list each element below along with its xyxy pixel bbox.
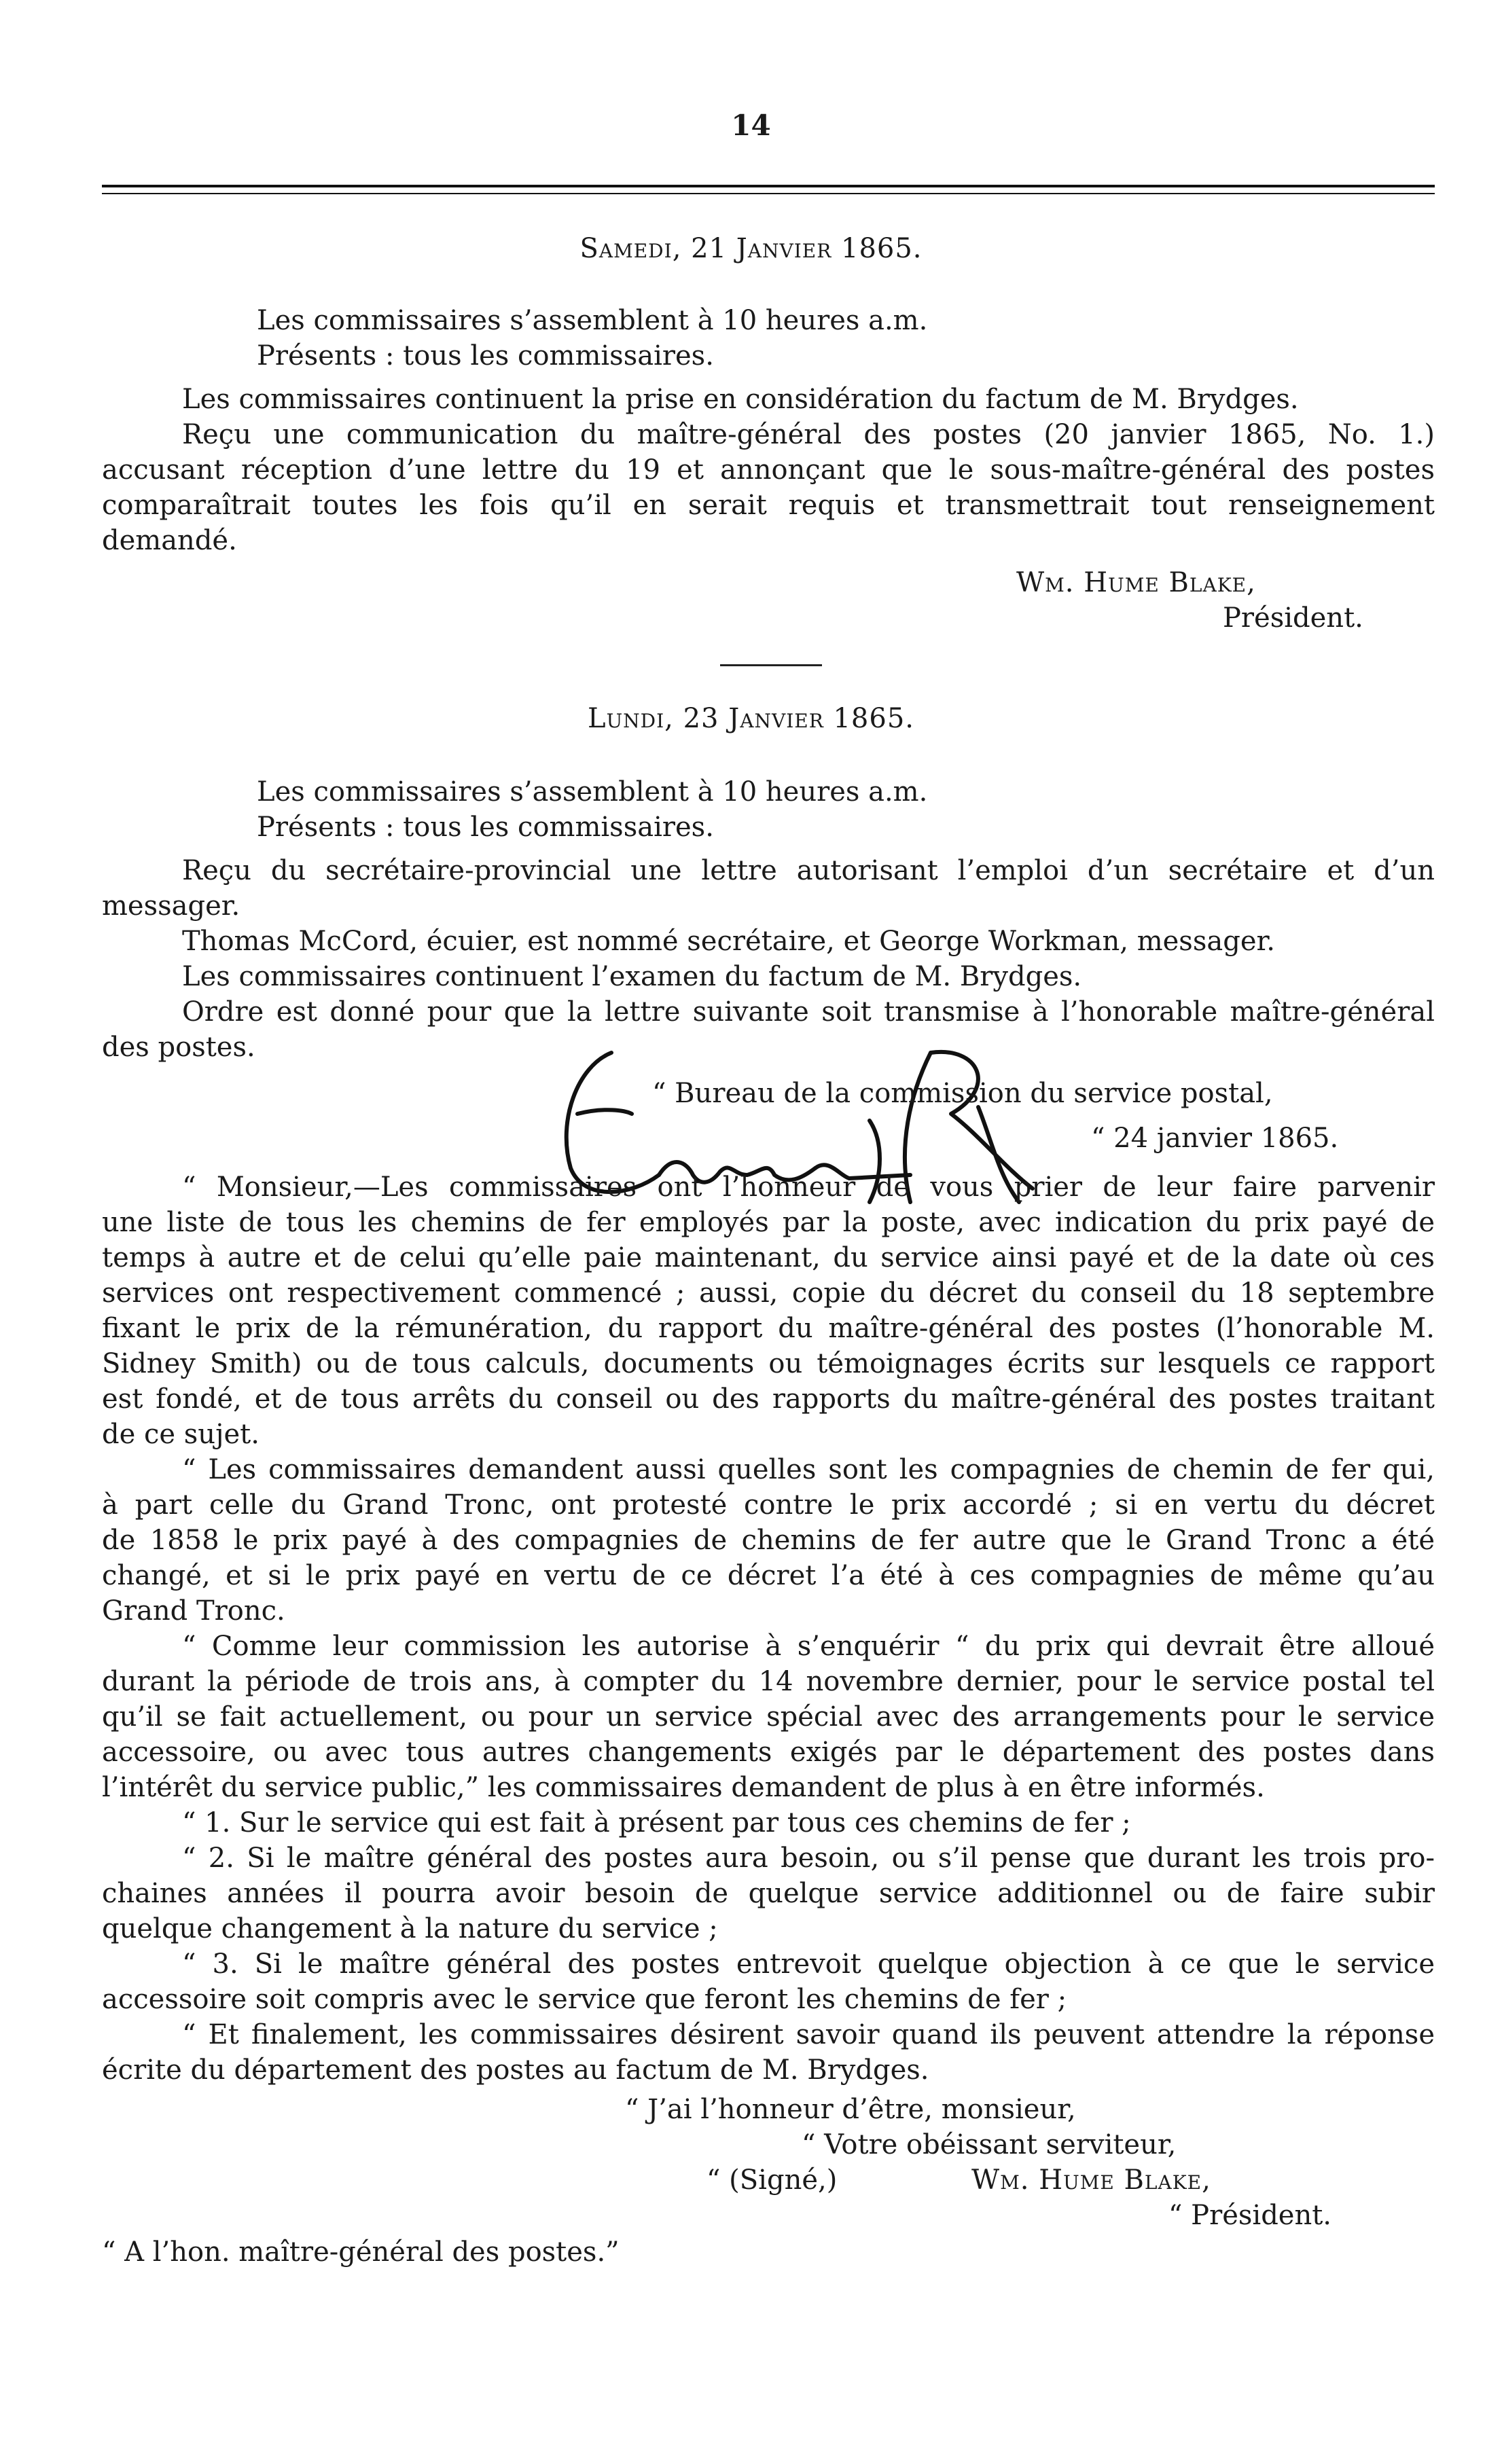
session2-line: Reçu du secrétaire-provincial une lettre autorisant l’emploi d’un secrétaire et d’un bbox=[182, 855, 1435, 886]
letter-header-date: “ 24 janvier 1865. bbox=[1091, 1123, 1339, 1154]
letter-closing-1: “ J’ai l’honneur d’être, monsieur, bbox=[625, 2094, 1076, 2125]
session2-line: Les commissaires continuent l’examen du factum de M. Brydges. bbox=[182, 961, 1082, 992]
letter-signer-title: “ Président. bbox=[1168, 2200, 1332, 2231]
letter-body-line: de 1858 le prix payé à des compagnies de chemins de fer autre que le Grand Tronc a été bbox=[102, 1525, 1435, 1556]
session2-heading: Lundi, 23 Janvier 1865. bbox=[588, 703, 914, 734]
letter-body-line: Grand Tronc. bbox=[102, 1595, 285, 1627]
letter-body-line: services ont respectivement commencé ; aussi, copie du décret du conseil du 18 septembre bbox=[102, 1278, 1435, 1309]
letter-body-line: “ Les commissaires demandent aussi quelles sont les compagnies de chemin de fer qui, bbox=[182, 1454, 1435, 1485]
letter-body-line: accessoire soit compris avec le service que feront les chemins de fer ; bbox=[102, 1984, 1067, 2015]
letter-body-line: une liste de tous les chemins de fer employés par la poste, avec indication du prix payé de bbox=[102, 1207, 1435, 1238]
session1-line: Les commissaires s’assemblent à 10 heures a.m. bbox=[257, 305, 928, 336]
letter-signed: “ (Signé,) bbox=[707, 2164, 838, 2196]
session1-line: Les commissaires continuent la prise en considération du factum de M. Brydges. bbox=[182, 384, 1299, 415]
letter-body-line: chaines années il pourra avoir besoin de quelque service additionnel ou de faire subir bbox=[102, 1878, 1435, 1909]
page-number: 14 bbox=[731, 109, 771, 142]
letter-body-line: Sidney Smith) ou de tous calculs, documents ou témoignages écrits sur lesquels ce rapport bbox=[102, 1348, 1435, 1379]
session1-signature-name: Wm. Hume Blake, bbox=[1016, 567, 1256, 598]
session2-line: Les commissaires s’assemblent à 10 heures a.m. bbox=[257, 776, 928, 808]
session1-line: accusant réception d’une lettre du 19 et annonçant que le sous-maître-général des postes bbox=[102, 454, 1435, 486]
session2-line: des postes. bbox=[102, 1032, 255, 1063]
letter-body-line: changé, et si le prix payé en vertu de ce décret l’a été à ces compagnies de même qu’au bbox=[102, 1560, 1435, 1591]
session2-line: messager. bbox=[102, 890, 240, 922]
letter-body-line: “ Monsieur,—Les commissaires ont l’honneur de vous prier de leur faire parvenir bbox=[182, 1172, 1435, 1203]
letter-body-line: est fondé, et de tous arrêts du conseil ou des rapports du maître-général des postes traitant bbox=[102, 1383, 1435, 1415]
letter-body-line: “ Comme leur commission les autorise à s’enquérir “ du prix qui devrait être alloué bbox=[182, 1631, 1435, 1662]
letter-body-line: fixant le prix de la rémunération, du rapport du maître-général des postes (l’honorable M. bbox=[102, 1313, 1435, 1344]
letter-body-line: écrite du département des postes au factum de M. Brydges. bbox=[102, 2054, 929, 2086]
letter-body-line: temps à autre et de celui qu’elle paie maintenant, du service ainsi payé et de la date où ces bbox=[102, 1242, 1435, 1273]
letter-body-line: “ 1. Sur le service qui est fait à présent par tous ces chemins de fer ; bbox=[182, 1807, 1131, 1838]
letter-body-line: “ 3. Si le maître général des postes entrevoit quelque objection à ce que le service bbox=[182, 1949, 1435, 1980]
section-separator bbox=[720, 664, 822, 666]
session1-line: Reçu une communication du maître-général des postes (20 janvier 1865, No. 1.) bbox=[182, 419, 1435, 450]
session1-line: comparaîtrait toutes les fois qu’il en serait requis et transmettrait tout renseignement bbox=[102, 490, 1435, 521]
session2-line: Thomas McCord, écuier, est nommé secrétaire, et George Workman, messager. bbox=[182, 926, 1275, 957]
letter-body-line: à part celle du Grand Tronc, ont protesté contre le prix accordé ; si en vertu du décret bbox=[102, 1489, 1435, 1521]
letter-body-line: accessoire, ou avec tous autres changements exigés par le département des postes dans bbox=[102, 1737, 1435, 1768]
top-rule bbox=[102, 185, 1435, 187]
letter-signer-name: Wm. Hume Blake, bbox=[971, 2164, 1211, 2196]
letter-body-line: durant la période de trois ans, à compter du 14 novembre dernier, pour le service postal tel bbox=[102, 1666, 1435, 1697]
session1-signature-title: Président. bbox=[1223, 602, 1363, 634]
letter-addressee: “ A l’hon. maître-général des postes.” bbox=[102, 2236, 620, 2268]
session2-line: Présents : tous les commissaires. bbox=[257, 812, 714, 843]
letter-body-line: l’intérêt du service public,” les commissaires demandent de plus à en être informés. bbox=[102, 1772, 1265, 1803]
session1-heading: Samedi, 21 Janvier 1865. bbox=[579, 233, 923, 264]
session2-line: Ordre est donné pour que la lettre suivante soit transmise à l’honorable maître-général bbox=[182, 996, 1435, 1028]
session1-line: Présents : tous les commissaires. bbox=[257, 340, 714, 372]
letter-body-line: qu’il se fait actuellement, ou pour un service spécial avec des arrangements pour le service bbox=[102, 1701, 1435, 1733]
top-rule-thin bbox=[102, 193, 1435, 194]
letter-header-office: “ Bureau de la commission du service postal, bbox=[652, 1078, 1273, 1109]
letter-body-line: “ 2. Si le maître général des postes aura besoin, ou s’il pense que durant les trois pro- bbox=[182, 1843, 1435, 1874]
letter-body-line: de ce sujet. bbox=[102, 1419, 260, 1450]
letter-body-line: quelque changement à la nature du service ; bbox=[102, 1913, 718, 1944]
session1-line: demandé. bbox=[102, 525, 237, 556]
letter-body-line: “ Et finalement, les commissaires désirent savoir quand ils peuvent attendre la réponse bbox=[182, 2019, 1435, 2050]
letter-closing-2: “ Votre obéissant serviteur, bbox=[802, 2129, 1177, 2160]
